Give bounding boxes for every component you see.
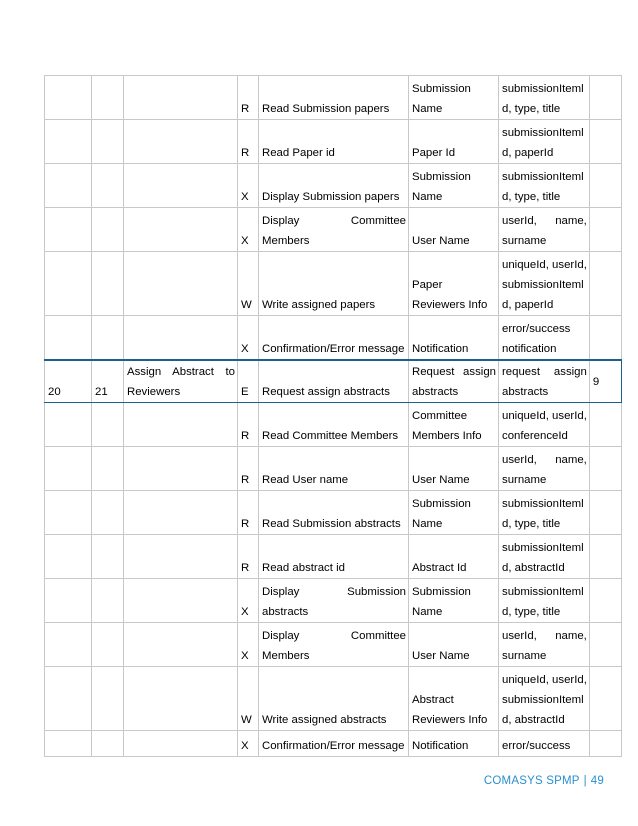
description-cell [259,730,409,756]
process-name-cell-line: Assign Abstract to [127,365,235,378]
data-group-cell-line: Submission [412,83,471,95]
process-name-cell-line: Reviewers [127,385,181,398]
table-row [45,252,622,316]
data-group-cell-line: Submission [412,585,471,598]
data-attributes-cell-line: submissionIteml [502,83,584,95]
data-attributes-cell-line: d, type, title [502,517,561,530]
description-cell [259,76,409,120]
cfp-cell [589,446,621,490]
process-name-cell [124,534,238,578]
description-cell-line: Read Submission abstracts [262,517,401,530]
sub-process-id-cell [92,402,124,446]
sub-process-id-cell [92,76,124,120]
description-cell-line: Read Submission papers [262,103,390,115]
data-group-cell-line: User Name [412,473,470,486]
sub-process-id-cell [92,578,124,622]
data-attributes-cell-line: submissionIteml [502,693,584,706]
data-group-cell-line: Members Info [412,429,482,442]
description-cell [259,360,409,403]
sub-process-id-cell: 21 [92,360,124,403]
data-group-cell-line: Paper Id [412,147,456,159]
description-cell-line: Display Submission [262,585,406,598]
movement-type-cell: R [238,120,259,164]
process-id-cell [45,578,92,622]
description-cell-line: Confirmation/Error message [262,342,405,355]
table-row [45,316,622,360]
sub-process-id-cell [92,666,124,730]
description-cell-line: Confirmation/Error message [262,739,405,752]
description-cell-line: Request assign abstracts [262,385,390,398]
data-attributes-cell-line: d, type, title [502,103,561,115]
data-group-cell [409,666,499,730]
data-attributes-cell-line: submissionIteml [502,541,584,554]
movement-type-cell: X [238,208,259,252]
data-group-cell-line: Name [412,605,443,618]
cfp-cell [589,76,621,120]
description-cell-line: Members [262,649,310,662]
page-footer [484,775,604,787]
process-id-cell [45,622,92,666]
data-attributes-cell [499,622,590,666]
data-group-cell [409,446,499,490]
description-cell-line: Members [262,235,310,247]
sub-process-id-cell [92,490,124,534]
process-id-cell [45,730,92,756]
data-group-cell [409,164,499,208]
data-group-cell-line: Abstract [412,693,454,706]
data-attributes-cell-line: d, paperId [502,299,554,311]
data-attributes-cell-line: userId, name, [502,629,587,642]
table-body [45,76,622,757]
data-group-cell [409,360,499,403]
table-row [45,534,622,578]
functional-process-table [44,75,622,757]
movement-type-cell: R [238,534,259,578]
process-id-cell [45,446,92,490]
description-cell [259,164,409,208]
data-attributes-cell [499,666,590,730]
description-cell [259,252,409,316]
data-group-cell-line: Name [412,103,443,115]
process-id-cell [45,402,92,446]
data-group-cell-line: Notification [412,739,469,752]
data-group-cell [409,120,499,164]
data-attributes-cell [499,446,590,490]
movement-type-cell: W [238,252,259,316]
data-group-cell-line: Reviewers Info [412,299,488,311]
cfp-cell [589,666,621,730]
description-cell [259,578,409,622]
data-group-cell [409,402,499,446]
table-row [45,164,622,208]
data-attributes-cell-line: surname [502,473,547,486]
data-group-cell-line: Name [412,191,443,203]
movement-type-cell: X [238,316,259,360]
data-group-cell-line: Name [412,517,443,530]
process-name-cell [124,402,238,446]
data-attributes-cell-line: userId, name, [502,215,587,227]
cfp-cell [589,252,621,316]
data-attributes-cell-line: d, paperId [502,147,554,159]
description-cell [259,666,409,730]
data-group-cell [409,316,499,360]
process-id-cell [45,252,92,316]
movement-type-cell: X [238,578,259,622]
data-attributes-cell-line: d, abstractId [502,561,565,574]
description-cell [259,402,409,446]
description-cell [259,120,409,164]
description-cell-line: Display Committee [262,215,406,227]
data-attributes-cell-line: submissionIteml [502,585,584,598]
data-attributes-cell-line: request assign [502,365,587,378]
movement-type-cell: W [238,666,259,730]
data-attributes-cell-line: abstracts [502,385,549,398]
movement-type-cell: E [238,360,259,403]
process-id-cell [45,490,92,534]
process-name-cell [124,120,238,164]
data-attributes-cell [499,490,590,534]
process-name-cell [124,76,238,120]
data-attributes-cell-line: uniqueId, userId, [502,673,587,686]
description-cell-line: Read User name [262,473,349,486]
process-id-cell [45,208,92,252]
data-attributes-cell-line: error/success [502,322,571,335]
process-id-cell [45,164,92,208]
data-attributes-cell [499,164,590,208]
description-cell-line: Read Paper id [262,147,335,159]
data-attributes-cell-line: d, type, title [502,605,561,618]
data-group-cell [409,534,499,578]
table-row [45,446,622,490]
data-group-cell [409,252,499,316]
data-attributes-cell-line: submissionIteml [502,497,584,510]
description-cell [259,316,409,360]
sub-process-id-cell [92,316,124,360]
sub-process-id-cell [92,120,124,164]
data-group-cell-line: Committee [412,409,468,422]
data-attributes-cell [499,316,590,360]
description-cell [259,490,409,534]
table-row [45,666,622,730]
process-id-cell [45,316,92,360]
table-row [45,120,622,164]
data-attributes-cell [499,120,590,164]
process-id-cell [45,120,92,164]
data-attributes-cell [499,360,590,403]
data-group-cell [409,208,499,252]
data-group-cell [409,76,499,120]
data-group-cell [409,490,499,534]
description-cell-line: abstracts [262,605,309,618]
sub-process-id-cell [92,622,124,666]
data-group-cell [409,622,499,666]
data-attributes-cell-line: submissionIteml [502,127,584,139]
movement-type-cell: X [238,730,259,756]
data-group-cell-line: Reviewers Info [412,713,488,726]
cfp-cell [589,534,621,578]
data-attributes-cell-line: d, type, title [502,191,561,203]
process-name-cell [124,446,238,490]
table-row [45,402,622,446]
movement-type-cell: R [238,490,259,534]
movement-type-cell: X [238,164,259,208]
data-attributes-cell-line: error/success [502,739,571,752]
data-attributes-cell [499,208,590,252]
movement-type-cell: R [238,402,259,446]
data-attributes-cell [499,534,590,578]
footer-brand: COMASYS SPMP [483,775,580,787]
data-attributes-cell-line: surname [502,649,547,662]
process-id-cell [45,76,92,120]
data-attributes-cell-line: notification [502,342,557,355]
sub-process-id-cell [92,252,124,316]
movement-type-cell: X [238,622,259,666]
process-id-cell [45,534,92,578]
data-group-cell-line: Abstract Id [412,561,467,574]
cfp-cell: 9 [589,360,621,403]
description-cell [259,622,409,666]
description-cell-line: Write assigned papers [262,299,376,311]
cfp-cell [589,578,621,622]
data-attributes-cell-line: conferenceId [502,429,568,442]
cfp-cell [589,402,621,446]
table-row [45,490,622,534]
process-name-cell [124,164,238,208]
description-cell [259,446,409,490]
data-attributes-cell-line: surname [502,235,547,247]
data-attributes-cell [499,252,590,316]
process-id-cell [45,666,92,730]
description-cell-line: Read Committee Members [262,429,399,442]
cfp-cell [589,490,621,534]
footer-separator: | [583,775,587,787]
movement-type-cell: R [238,446,259,490]
process-name-cell [124,360,238,403]
cfp-cell [589,120,621,164]
movement-type-cell: R [238,76,259,120]
process-name-cell [124,578,238,622]
process-name-cell [124,490,238,534]
process-name-cell [124,252,238,316]
data-group-cell-line: Notification [412,342,469,355]
sub-process-id-cell [92,730,124,756]
data-attributes-cell-line: uniqueId, userId, [502,409,587,422]
cfp-cell [589,730,621,756]
process-name-cell [124,208,238,252]
description-cell-line: Display Committee [262,629,406,642]
process-name-cell [124,730,238,756]
cfp-cell [589,622,621,666]
table-row [45,208,622,252]
data-attributes-cell-line: userId, name, [502,453,587,466]
table-row [45,622,622,666]
description-cell-line: Write assigned abstracts [262,713,387,726]
data-group-cell-line: Submission [412,171,471,183]
data-group-cell-line: User Name [412,649,470,662]
sub-process-id-cell [92,446,124,490]
process-id-cell: 20 [45,360,92,403]
table-row [45,76,622,120]
data-group-cell [409,730,499,756]
data-group-cell-line: abstracts [412,385,459,398]
data-attributes-cell-line: uniqueId, userId, [502,259,587,271]
data-attributes-cell [499,402,590,446]
process-name-cell [124,666,238,730]
data-attributes-cell-line: d, abstractId [502,713,565,726]
table-row [45,578,622,622]
data-attributes-cell-line: submissionIteml [502,279,584,291]
data-group-cell-line: Paper [412,279,443,291]
data-attributes-cell [499,730,590,756]
cfp-cell [589,316,621,360]
cfp-cell [589,164,621,208]
sub-process-id-cell [92,534,124,578]
data-group-cell-line: Submission [412,497,471,510]
process-name-cell [124,316,238,360]
data-group-cell [409,578,499,622]
description-cell-line: Read abstract id [262,561,345,574]
description-cell [259,208,409,252]
data-group-cell-line: User Name [412,235,470,247]
description-cell-line: Display Submission papers [262,191,400,203]
description-cell [259,534,409,578]
table-row [45,730,622,756]
page-number: 49 [590,775,604,787]
data-attributes-cell-line: submissionIteml [502,171,584,183]
data-group-cell-line: Request assign [412,365,496,378]
sub-process-id-cell [92,208,124,252]
sub-process-id-cell [92,164,124,208]
process-name-cell [124,622,238,666]
data-attributes-cell [499,76,590,120]
cfp-cell [589,208,621,252]
data-attributes-cell [499,578,590,622]
table-row [45,360,622,403]
